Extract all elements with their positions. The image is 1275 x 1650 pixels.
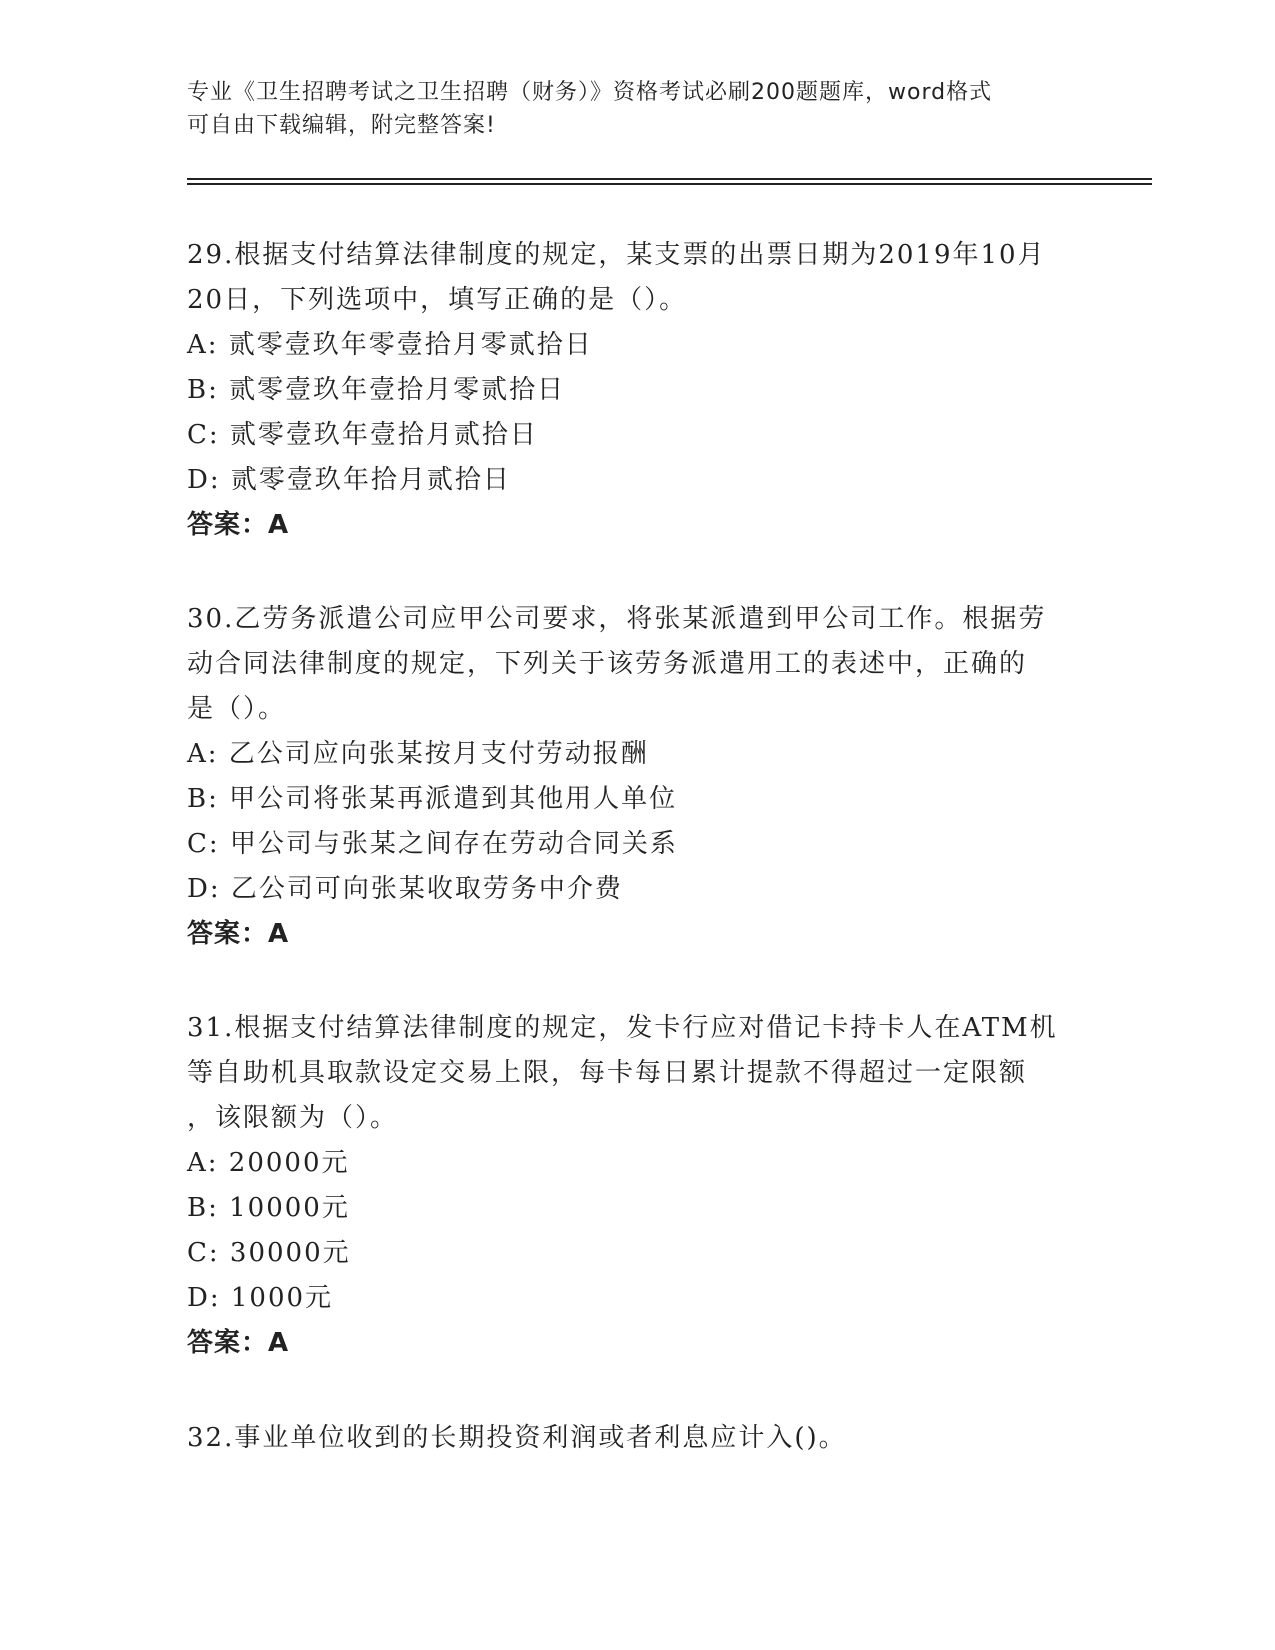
- question-stem-line: 29.根据支付结算法律制度的规定，某支票的出票日期为2019年10月: [187, 240, 1046, 270]
- header-divider-bottom: [187, 183, 1152, 185]
- question-stem-line: 等自助机具取款设定交易上限，每卡每日累计提款不得超过一定限额: [187, 1058, 1028, 1088]
- option-b: B: 贰零壹玖年壹拾月零贰拾日: [187, 375, 566, 405]
- option-c: C: 甲公司与张某之间存在劳动合同关系: [187, 829, 678, 859]
- option-d: D: 乙公司可向张某收取劳务中介费: [187, 874, 623, 904]
- question-30: [187, 597, 1087, 957]
- question-stem-line: 30.乙劳务派遣公司应甲公司要求，将张某派遣到甲公司工作。根据劳: [187, 604, 1047, 634]
- answer-label: 答案：A: [187, 510, 290, 540]
- question-stem-line: 20日，下列选项中，填写正确的是（）。: [187, 285, 688, 315]
- option-d: D: 1000元: [187, 1283, 334, 1313]
- option-c: C: 30000元: [187, 1238, 351, 1268]
- option-a: A: 20000元: [187, 1148, 350, 1178]
- question-31: [187, 1006, 1087, 1366]
- question-stem-line: ，该限额为（）。: [187, 1103, 399, 1133]
- option-b: B: 甲公司将张某再派遣到其他用人单位: [187, 784, 678, 814]
- header-line-1: 专业《卫生招聘考试之卫生招聘（财务）》资格考试必刷200题题库，word格式: [187, 80, 993, 105]
- option-a: A: 乙公司应向张某按月支付劳动报酬: [187, 739, 649, 769]
- option-d: D: 贰零壹玖年拾月贰拾日: [187, 465, 511, 495]
- question-stem-line: 动合同法律制度的规定，下列关于该劳务派遣用工的表述中，正确的: [187, 649, 1028, 679]
- option-b: B: 10000元: [187, 1193, 350, 1223]
- answer-label: 答案：A: [187, 919, 290, 949]
- header-line-2: 可自由下载编辑，附完整答案!: [187, 113, 496, 138]
- document-header: [187, 76, 1067, 142]
- question-stem-line: 31.根据支付结算法律制度的规定，发卡行应对借记卡持卡人在ATM机: [187, 1013, 1058, 1043]
- question-29: [187, 233, 1087, 548]
- question-stem-line: 32.事业单位收到的长期投资利润或者利息应计入()。: [187, 1423, 847, 1453]
- question-32: [187, 1416, 1087, 1461]
- question-stem-line: 是（）。: [187, 694, 287, 724]
- option-a: A: 贰零壹玖年零壹拾月零贰拾日: [187, 330, 593, 360]
- option-c: C: 贰零壹玖年壹拾月贰拾日: [187, 420, 538, 450]
- header-divider-top: [187, 178, 1152, 180]
- answer-label: 答案：A: [187, 1328, 290, 1358]
